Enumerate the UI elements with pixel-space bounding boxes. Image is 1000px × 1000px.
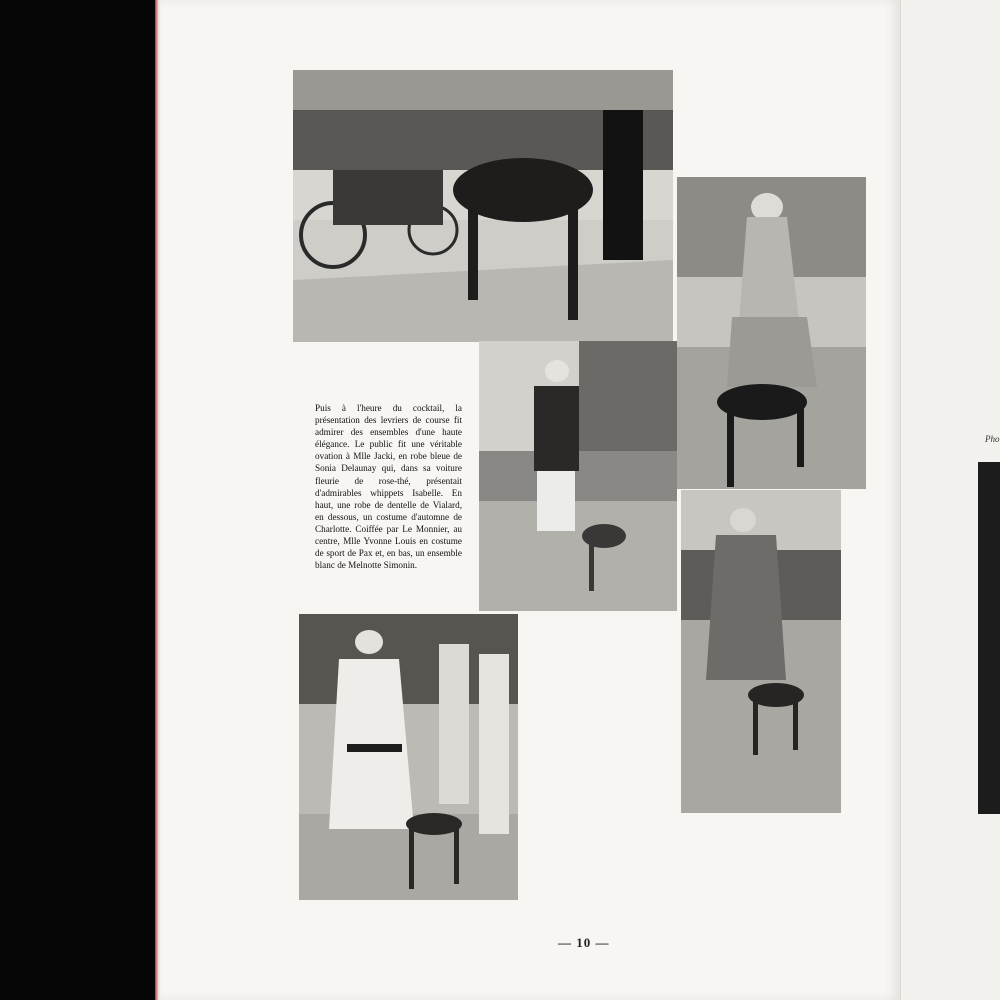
book-spine-shadow <box>0 0 157 1000</box>
photo-fur-coat-whippet <box>681 490 841 813</box>
photo-caption-text <box>315 402 462 571</box>
adjacent-page-photo <box>978 462 1000 814</box>
photo-pony-cart <box>293 70 673 342</box>
photo-lace-dress-dog <box>677 177 866 489</box>
photo-white-ensemble-greyhound <box>299 614 518 900</box>
page-number: — 10 — <box>558 935 610 950</box>
photo-woman-boardwalk-center <box>479 341 677 611</box>
adjacent-page-caption: Pho <box>985 434 1000 444</box>
caption-paragraph: Puis à l'heure du cocktail, la présentation des levriers de course fit admirer des ensembles d'une haute élégance. Le public fit une véritable ovation à Mlle Jacki, en robe bleue de Sonia Delaunay qui, dans sa voiture fleurie de rose-thé, présentait d'admirables whippets Isabelle. En haut, une robe de dentelle de Vialard, en dessous, un costume d'automne de Charlotte. Coiffée par Le Monnier, au centre, Mlle Yvonne Louis en costume de sport de Pax et, en bas, un ensemble blanc de Melnotte Simonin. <box>315 403 462 571</box>
